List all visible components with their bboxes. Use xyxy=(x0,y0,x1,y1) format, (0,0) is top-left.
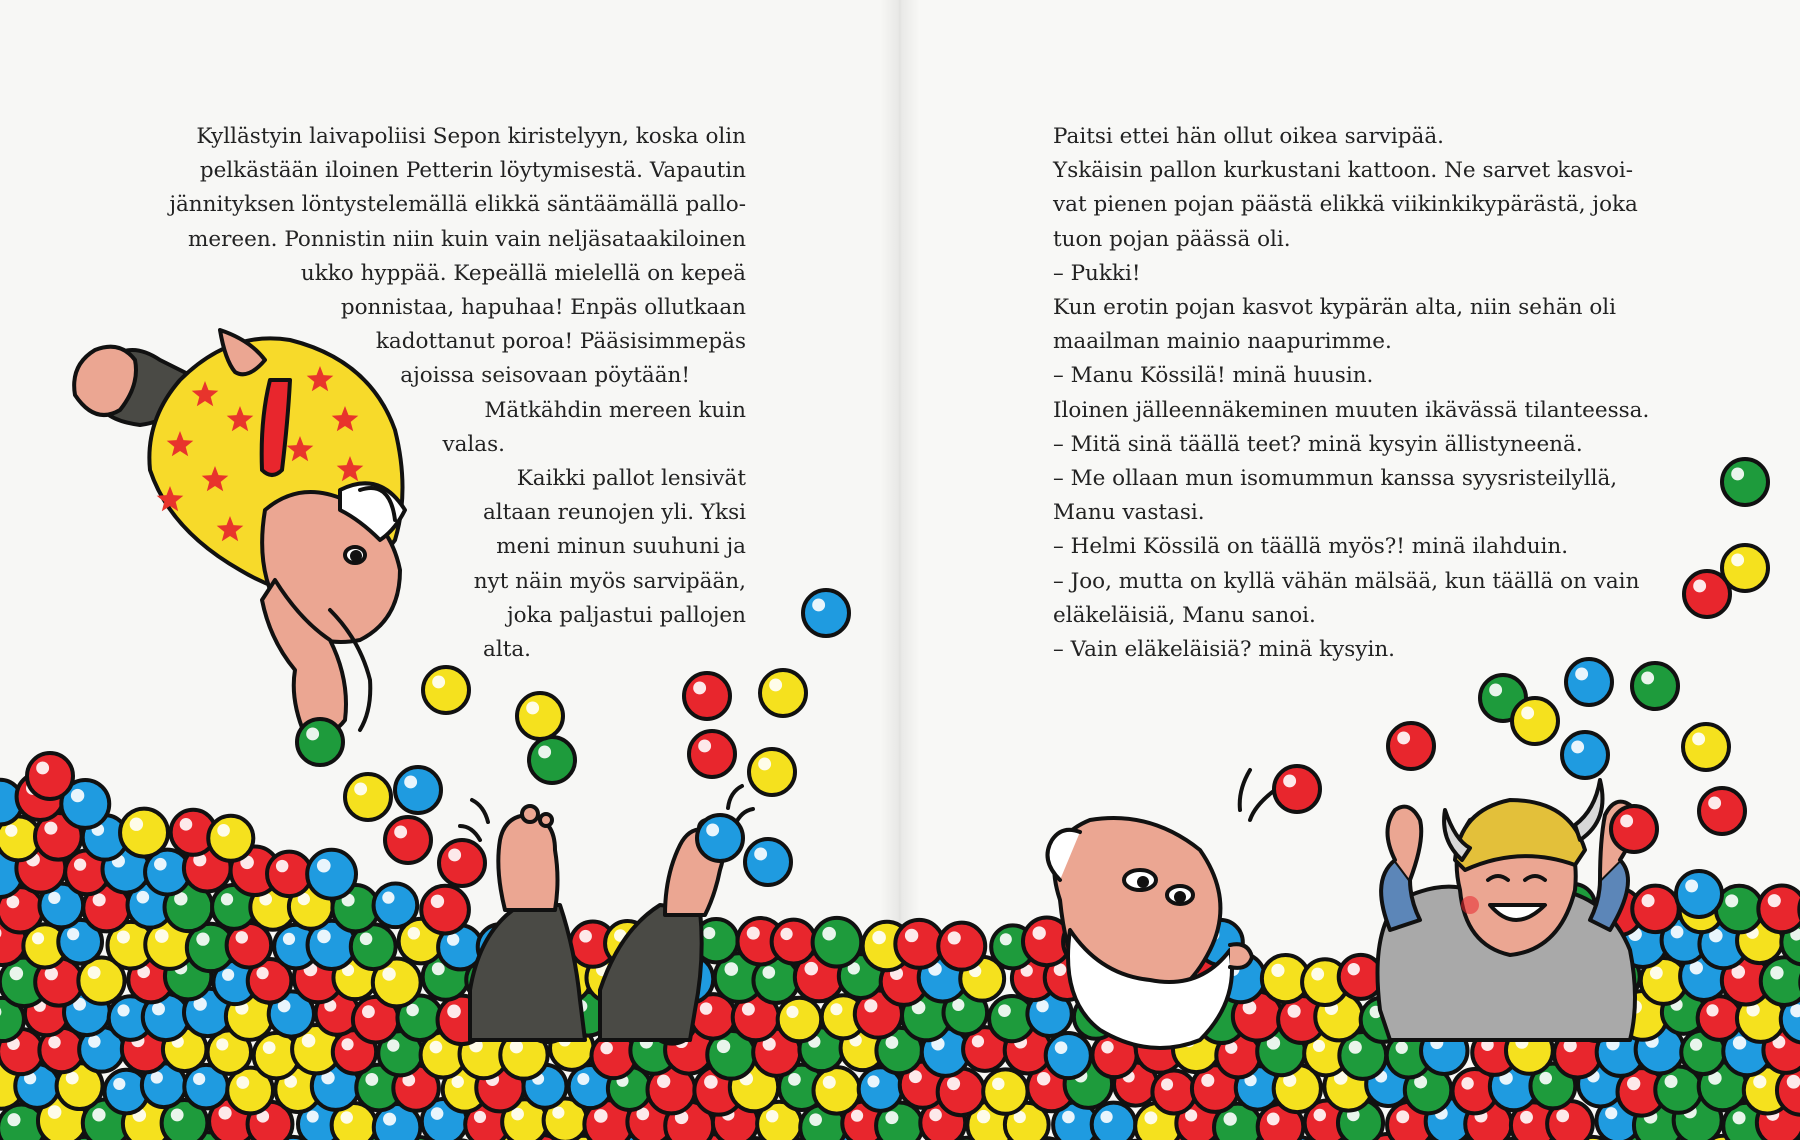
text-line: ajoissa seisovaan pöytään! xyxy=(400,363,690,389)
flying-ball xyxy=(395,767,441,813)
flying-ball xyxy=(689,731,735,777)
flying-ball xyxy=(1632,663,1678,709)
pit-ball xyxy=(1758,885,1800,932)
text-line: maailman mainio naapurimme. xyxy=(1053,329,1392,355)
flying-ball xyxy=(1676,871,1722,917)
text-line: – Vain eläkeläisiä? minä kysyin. xyxy=(1053,637,1396,663)
flying-ball xyxy=(1512,698,1558,744)
pit-ball xyxy=(208,816,253,861)
text-line: Manu vastasi. xyxy=(1053,500,1205,526)
flying-ball xyxy=(1684,571,1730,617)
text-line: mereen. Ponnistin niin kuin vain neljäsataakiloinen xyxy=(187,226,746,252)
text-line: nyt näin myös sarvipään, xyxy=(473,568,746,594)
flying-ball xyxy=(517,693,563,739)
pit-ball xyxy=(120,809,168,857)
text-line: kadottanut poroa! Pääsisimmepäs xyxy=(375,329,746,355)
text-line: ukko hyppää. Kepeällä mielellä on kepeä xyxy=(300,260,746,286)
text-line: jännityksen löntystelemällä elikkä säntäämällä pallo- xyxy=(169,192,746,218)
flying-ball xyxy=(345,774,391,820)
pit-ball xyxy=(778,998,822,1042)
flying-ball xyxy=(760,670,806,716)
right-page-text xyxy=(1053,120,1673,667)
pit-ball xyxy=(374,883,418,927)
text-line: Iloinen jälleennäkeminen muuten ikävässä tilanteessa. xyxy=(1053,397,1650,423)
text-line: ponnistaa, hapuhaa! Enpäs ollutkaan xyxy=(340,295,746,321)
flying-ball xyxy=(1611,806,1657,852)
flying-ball xyxy=(803,590,849,636)
text-line: altaan reunojen yli. Yksi xyxy=(482,500,746,526)
flying-ball xyxy=(423,667,469,713)
text-line: valas. xyxy=(442,431,505,457)
left-page-text xyxy=(0,120,746,667)
text-line: – Helmi Kössilä on täällä myös?! minä ilahduin. xyxy=(1053,534,1569,560)
flying-ball xyxy=(1562,732,1608,778)
flying-ball xyxy=(529,737,575,783)
pit-ball xyxy=(813,918,862,967)
text-line: tuon pojan päässä oli. xyxy=(1053,226,1291,252)
text-line: vat pienen pojan päästä elikkä viikinkikypärästä, joka xyxy=(1053,192,1638,218)
flying-ball xyxy=(1699,788,1745,834)
pit-ball xyxy=(813,1067,859,1113)
flying-ball xyxy=(697,815,743,861)
pit-ball xyxy=(938,923,985,970)
pit-ball xyxy=(1632,886,1679,933)
flying-ball xyxy=(1683,724,1729,770)
pit-ball xyxy=(983,1069,1027,1113)
text-line: Kaikki pallot lensivät xyxy=(516,466,746,492)
flying-ball xyxy=(27,753,73,799)
text-line: pelkästään iloinen Petterin löytymisestä. Vapautin xyxy=(199,158,746,184)
flying-ball xyxy=(1274,766,1320,812)
text-line: – Joo, mutta on kyllä vähän mälsää, kun täällä on vain xyxy=(1053,568,1640,594)
text-line: eläkeläisiä, Manu sanoi. xyxy=(1053,602,1316,628)
text-line: Mätkähdin mereen kuin xyxy=(484,397,746,423)
flying-ball xyxy=(1722,459,1768,505)
text-line: Kun erotin pojan kasvot kypärän alta, niin sehän oli xyxy=(1053,295,1617,321)
text-line: – Manu Kössilä! minä huusin. xyxy=(1053,363,1374,389)
flying-ball xyxy=(745,839,791,885)
text-line: meni minun suuhuni ja xyxy=(496,534,746,560)
text-line: – Me ollaan mun isomummun kanssa syysristeilyllä, xyxy=(1053,466,1618,492)
text-line: Paitsi ettei hän ollut oikea sarvipää. xyxy=(1053,124,1444,149)
text-line: Kyllästyin laivapoliisi Sepon kiristelyyn, koska olin xyxy=(196,124,746,149)
pit-ball xyxy=(895,920,943,968)
text-line: joka paljastui pallojen xyxy=(507,602,746,628)
pit-ball xyxy=(267,852,312,897)
pit-ball xyxy=(1092,1103,1136,1140)
flying-ball xyxy=(684,673,730,719)
flying-ball xyxy=(297,719,343,765)
text-line: – Mitä sinä täällä teet? minä kysyin ällistyneenä. xyxy=(1053,431,1583,457)
text-line: alta. xyxy=(483,637,531,663)
pit-ball xyxy=(772,920,816,964)
flying-ball xyxy=(1388,723,1434,769)
pit-ball xyxy=(307,850,356,899)
text-line: – Pukki! xyxy=(1053,260,1141,286)
flying-ball xyxy=(385,817,431,863)
flying-ball xyxy=(439,840,485,886)
pit-ball xyxy=(421,886,469,934)
text-line: Yskäisin pallon kurkustani kattoon. Ne sarvet kasvoi- xyxy=(1053,158,1634,184)
flying-ball xyxy=(749,749,795,795)
pit-ball xyxy=(1152,1070,1195,1113)
viking-kid-figure xyxy=(1378,780,1636,1040)
pit-ball xyxy=(1046,1033,1091,1078)
